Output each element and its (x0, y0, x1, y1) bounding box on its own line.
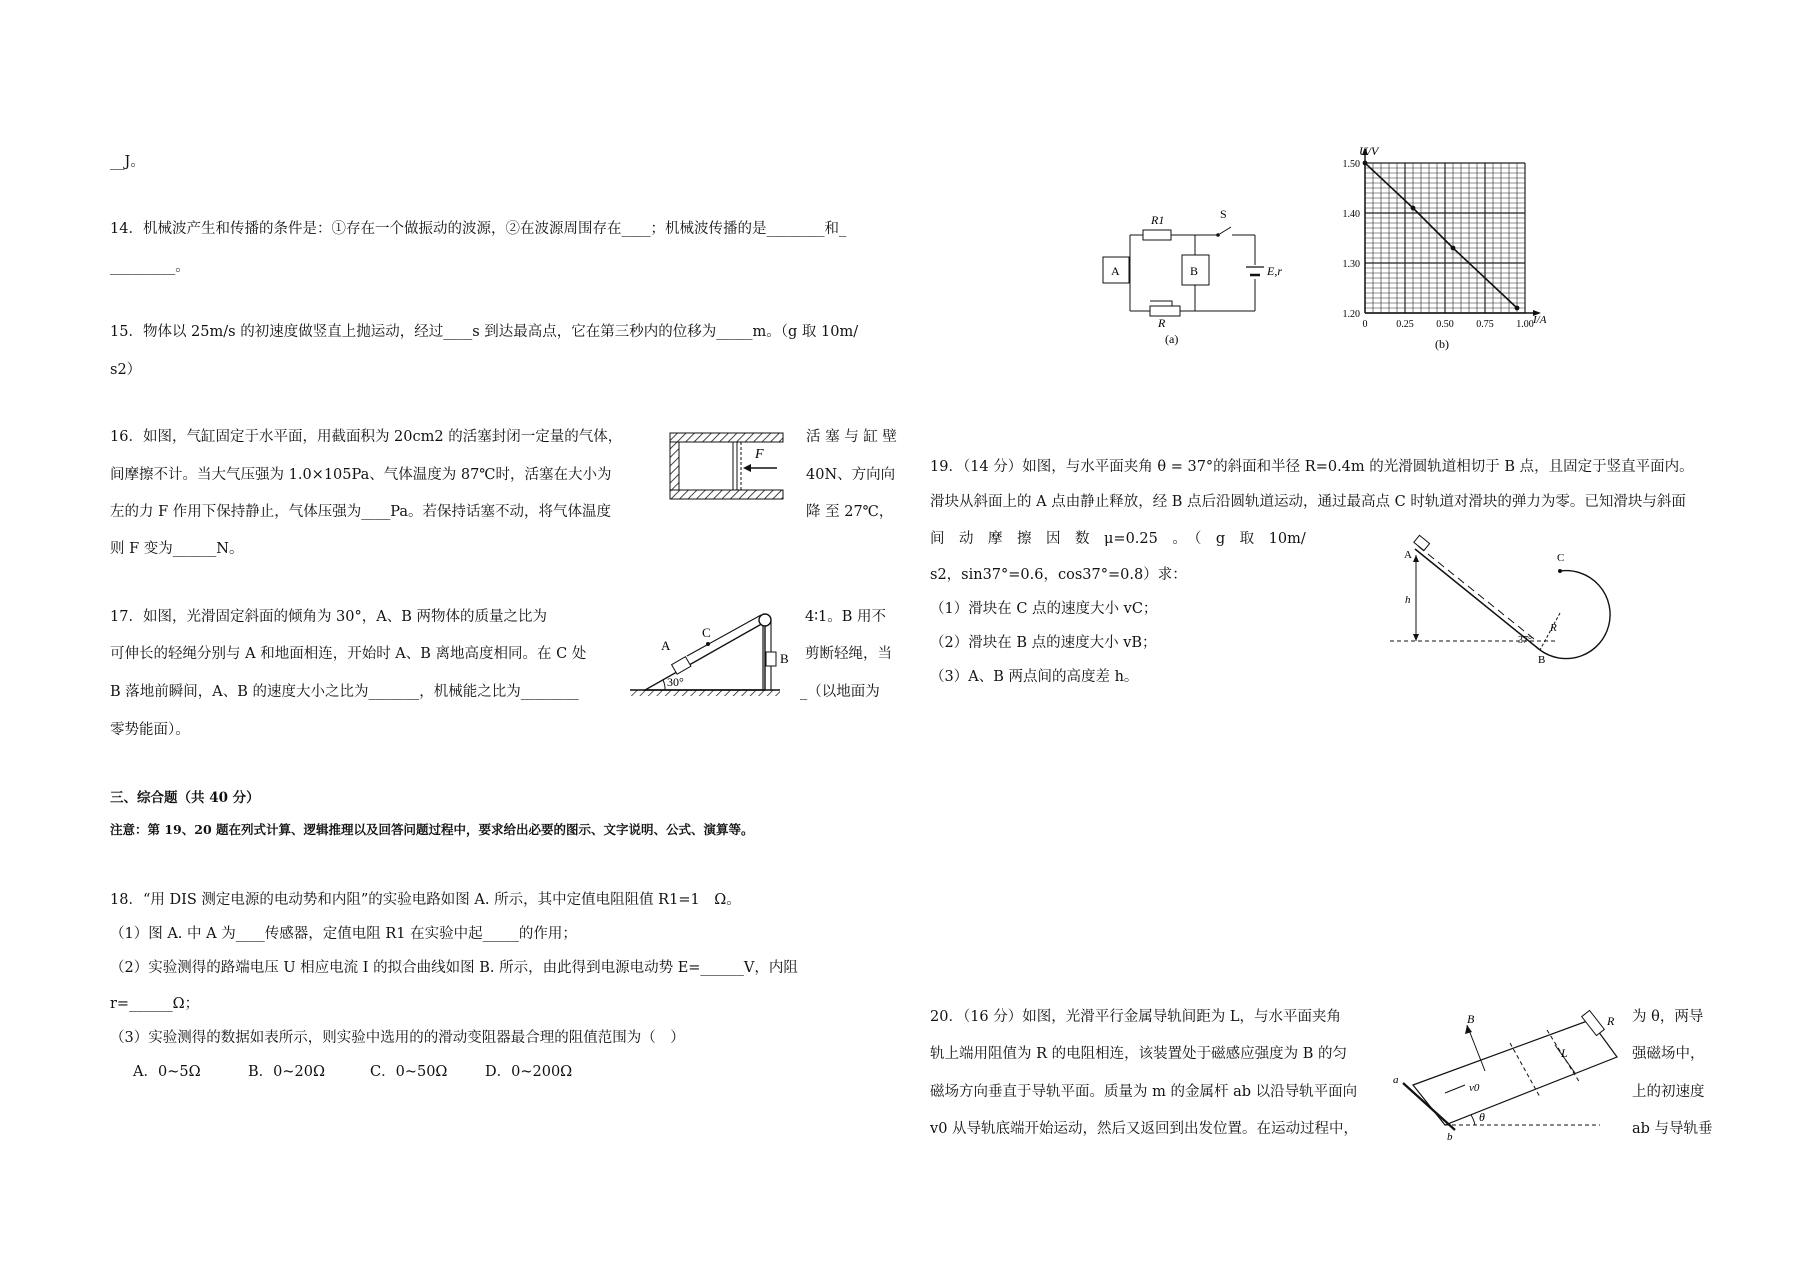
circuit-caption: (a) (1165, 332, 1179, 346)
y-tick-label: 1.50 (1342, 159, 1360, 170)
x-tick-label: 0.50 (1436, 319, 1454, 330)
q17-line2-right: 剪断轻绳，当 (805, 646, 892, 662)
dashed-line-1 (1510, 1043, 1540, 1097)
q20-line1-right: 为 θ，两导 (1632, 1009, 1704, 1025)
rope-a (687, 615, 761, 656)
incline-hatch (1418, 546, 1534, 639)
label-l: L (1561, 1046, 1568, 1060)
q16-line2: 间摩擦不计。当大气压强为 1.0×105Pa、气体温度为 87℃时，活塞在大小为 (110, 467, 612, 483)
y-tick-label: 1.30 (1342, 259, 1360, 270)
x-tick-label: 1.00 (1516, 319, 1534, 330)
point-c (706, 642, 710, 646)
q20-line2: 轨上端用阻值为 R 的电阻相连，该装置处于磁感应强度为 B 的匀 (930, 1046, 1348, 1062)
graph-ticks (1343, 159, 1534, 330)
q18-line1: 18．“用 DIS 测定电源的电动势和内阻”的实验电路如图 A. 所示，其中定值电阻阻值 R1=1 Ω。 (110, 892, 741, 908)
track-figure (1380, 535, 1600, 665)
q18-option-d: D．0~200Ω (485, 1064, 573, 1080)
resistor-r (1582, 1010, 1605, 1035)
incline-pulley-figure (625, 600, 789, 700)
graph-caption: (b) (1435, 337, 1449, 351)
q18-line4: r=______Ω； (110, 996, 200, 1012)
label-a: A (1111, 264, 1120, 278)
q16-line3-right: 降 至 27℃， (806, 504, 894, 520)
label-theta: 37° (1518, 635, 1532, 646)
label-b: B (780, 651, 789, 666)
b-field-arrowhead (1465, 1025, 1472, 1034)
graph-xlabel: I/A (1533, 314, 1547, 326)
q18-option-c: C．0~50Ω (370, 1064, 448, 1080)
section3-title: 三、综合题（共 40 分） (110, 790, 260, 806)
label-r: R (1550, 622, 1557, 634)
label-h: h (1405, 594, 1411, 606)
q16-line2-right: 40N、方向向 (806, 467, 896, 483)
y-tick-label: 1.20 (1342, 309, 1360, 320)
q19-line7: （3）A、B 两点间的高度差 h。 (930, 669, 1139, 685)
cylinder-left-wall (670, 442, 679, 490)
label-a: A (661, 638, 671, 653)
x-tick-label: 0.75 (1476, 319, 1494, 330)
resistor-r1 (1143, 230, 1171, 240)
fit-line (1365, 163, 1517, 308)
angle-label: 30° (667, 675, 684, 689)
theta-arc (1471, 1115, 1475, 1125)
label-c: C (1557, 552, 1565, 564)
slider-block (1414, 535, 1430, 550)
q15-line1: 15．物体以 25m/s 的初速度做竖直上抛运动，经过____s 到达最高点，它在第三秒内的位移为_____m。（g 取 10m/ (110, 324, 859, 340)
switch-pivot (1216, 233, 1220, 237)
force-label: F (755, 447, 764, 462)
label-s: S (1220, 207, 1227, 221)
ground-hatch (630, 690, 780, 696)
q18-option-b: B．0~20Ω (248, 1064, 326, 1080)
q17-line1: 17．如图，光滑固定斜面的倾角为 30°，A、B 两物体的质量之比为 (110, 609, 547, 625)
q20-line4: v0 从导轨底端开始运动，然后又返回到出发位置。在运动过程中， (930, 1121, 1359, 1137)
q17-line2: 可伸长的轻绳分别与 A 和地面相连，开始时 A、B 离地高度相同。在 C 处 (110, 646, 587, 662)
label-er: E,r (1267, 264, 1282, 278)
pulley (759, 614, 771, 626)
q20-line4-right: ab 与导轨垂 (1632, 1121, 1713, 1137)
q20-line1: 20．（16 分）如图，光滑平行金属导轨间距为 L，与水平面夹角 (930, 1009, 1341, 1025)
q17-line3: B 落地前瞬间，A、B 的速度大小之比为_______，机械能之比为________ (110, 684, 579, 700)
force-arrowhead (743, 464, 751, 472)
rails-plane (1413, 1020, 1617, 1125)
q20-line2-right: 强磁场中， (1632, 1046, 1705, 1062)
label-b-end: b (1447, 1131, 1453, 1143)
block-a (672, 657, 691, 675)
v0-arrow (1445, 1085, 1465, 1093)
cylinder-bottom-wall (670, 490, 783, 499)
q19-line5: （1）滑块在 C 点的速度大小 vC； (930, 601, 1158, 617)
q19-line2: 滑块从斜面上的 A 点由静止释放，经 B 点后沿圆轨道运动，通过最高点 C 时轨道对滑块的弹力为零。已知滑块与斜面 (930, 494, 1686, 510)
rheostat (1150, 306, 1180, 316)
cylinder-top-wall (670, 433, 783, 442)
q16-line3: 左的力 F 作用下保持静止，气体压强为____Pa。若保持话塞不动，将气体温度 (110, 504, 612, 520)
q15-line2: s2） (110, 362, 142, 378)
rheostat-slider (1150, 301, 1172, 306)
data-point (1451, 246, 1456, 251)
q18-line3: （2）实验测得的路端电压 U 相应电流 I 的拟合曲线如图 B. 所示，由此得到电源电动势 E=______V，内阻 (110, 960, 798, 976)
circular-track (1540, 571, 1610, 659)
q19-line4: s2，sin37°=0.6，cos37°=0.8）求： (930, 567, 1187, 583)
label-theta: θ (1479, 1110, 1485, 1124)
q17-line4: 零势能面）。 (110, 722, 190, 738)
q17-line1-right: 4∶1。B 用不 (805, 609, 886, 625)
piston (733, 442, 737, 490)
q14-line1: 14．机械波产生和传播的条件是：①存在一个做振动的波源，②在波源周围存在____；机械波传播的是________和_ (110, 221, 847, 237)
section3-note: 注意：第 19、20 题在列式计算、逻辑推理以及回答问题过程中，要求给出必要的图示、文字说明、公式、演算等。 (110, 822, 754, 837)
q18-line2: （1）图 A. 中 A 为____传感器，定值电阻 R1 在实验中起_____的作用； (110, 926, 577, 942)
x-tick-label: 0 (1362, 319, 1368, 330)
q18-option-a: A．0~5Ω (133, 1064, 201, 1080)
height-arrow-down (1413, 634, 1419, 641)
q19-line6: （2）滑块在 B 点的速度大小 vB； (930, 635, 1157, 651)
label-r: R (1158, 316, 1166, 330)
data-point (1411, 206, 1416, 211)
q19-line3: 间 动 摩 擦 因 数 μ=0.25 。 （ g 取 10m/ (930, 531, 1306, 547)
q18-line5: （3）实验测得的数据如表所示，则实验中选用的的滑动变阻器最合理的阻值范围为（ ） (110, 1030, 685, 1046)
q14-line2: _________。 (110, 259, 190, 275)
point-c (1558, 569, 1562, 573)
graph-ylabel: U/V (1359, 144, 1379, 158)
label-r1: R1 (1151, 213, 1165, 227)
q13-tail: __J。 (110, 154, 145, 170)
q16-line1-right: 活 塞 与 缸 壁 (806, 429, 897, 445)
block-b (766, 652, 776, 666)
label-b-field: B (1467, 1012, 1475, 1026)
angle-arc (663, 680, 665, 690)
label-a: a (1393, 1074, 1399, 1086)
q20-line3: 磁场方向垂直于导轨平面。质量为 m 的金属杆 ab 以沿导轨平面向 (930, 1084, 1358, 1100)
label-a: A (1404, 549, 1412, 561)
height-arrow-up (1413, 555, 1419, 562)
label-c: C (702, 625, 711, 640)
circuit-figure (1095, 205, 1282, 346)
piston-figure (665, 428, 790, 503)
label-v0: v0 (1469, 1082, 1480, 1094)
label-b: B (1538, 654, 1546, 666)
rails-figure (1385, 1005, 1625, 1143)
q16-line4: 则 F 变为______N。 (110, 541, 244, 557)
data-point (1515, 306, 1520, 311)
ui-graph (1325, 143, 1555, 353)
y-tick-label: 1.40 (1342, 209, 1360, 220)
data-point (1363, 161, 1368, 166)
q20-line3-right: 上的初速度 (1632, 1084, 1705, 1100)
metal-rod-ab (1403, 1083, 1455, 1130)
label-r: R (1607, 1014, 1615, 1028)
label-b: B (1190, 264, 1199, 278)
x-tick-label: 0.25 (1396, 319, 1414, 330)
q19-line1: 19．（14 分）如图，与水平面夹角 θ = 37°的斜面和半径 R=0.4m 的光滑圆轨道相切于 B 点，且固定于竖直平面内。 (930, 459, 1694, 475)
q16-line1: 16．如图，气缸固定于水平面，用截面积为 20cm2 的活塞封闭一定量的气体， (110, 429, 623, 445)
q17-line3-right: _（以地面为 (800, 684, 880, 700)
